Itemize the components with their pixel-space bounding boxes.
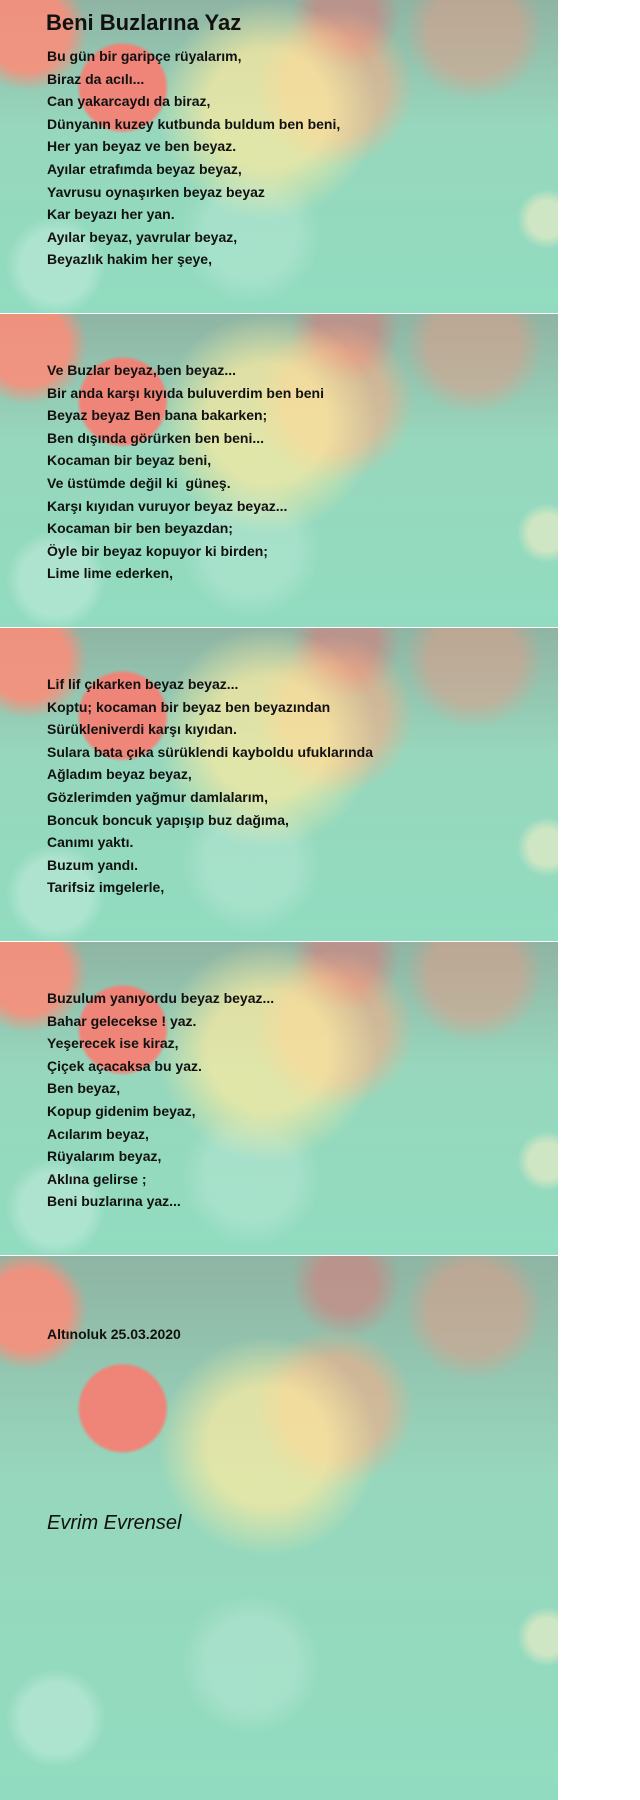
- poem-line: Bu gün bir garipçe rüyalarım,: [47, 48, 242, 64]
- poem-line: Biraz da acılı...: [47, 70, 145, 87]
- poem-line: Ağladım beyaz beyaz,: [47, 766, 192, 783]
- poem-author: Evrim Evrensel: [47, 1512, 182, 1534]
- poem-line: Beni buzlarına yaz...: [47, 1193, 181, 1210]
- poem-line: Boncuk boncuk yapışıp buz dağıma,: [47, 811, 289, 828]
- poem-line: Kopup gidenim beyaz,: [47, 1102, 196, 1119]
- poem-line: Öyle bir beyaz kopuyor ki birden;: [47, 542, 268, 559]
- poem-line: Kocaman bir ben beyazdan;: [47, 520, 233, 537]
- poem-line: Sulara bata çıka sürüklendi kayboldu ufuklarında: [47, 743, 373, 760]
- poem-line: Kocaman bir beyaz beni,: [47, 452, 212, 469]
- poem-line: Ayılar etrafımda beyaz beyaz,: [47, 160, 242, 177]
- poem-line: Ben beyaz,: [47, 1080, 121, 1097]
- poem-line: Koptu; kocaman bir beyaz ben beyazından: [47, 698, 331, 715]
- poem-line: Can yakarcaydı da biraz,: [47, 93, 211, 110]
- poem-panel-3: [0, 628, 558, 941]
- poem-line: Kar beyazı her yan.: [47, 206, 175, 223]
- poem-line: Yavrusu oynaşırken beyaz beyaz: [47, 183, 265, 200]
- stanza-4: [47, 987, 274, 1213]
- poem-line: Aklına gelirse ;: [47, 1170, 147, 1187]
- poem-line: Ve üstümde değil ki güneş.: [47, 474, 231, 491]
- poem-panel-2: [0, 314, 558, 627]
- poem-date-line: Altınoluk 25.03.2020: [47, 1326, 181, 1342]
- poem-line: Dünyanın kuzey kutbunda buldum ben beni,: [47, 115, 341, 132]
- poem-line: Gözlerimden yağmur damlalarım,: [47, 788, 268, 805]
- poem-line: Ben dışında görürken ben beni...: [47, 429, 265, 446]
- poem-title: Beni Buzlarına Yaz: [46, 10, 242, 35]
- stanza-1: [47, 45, 340, 271]
- poem-line: Beyazlık hakim her şeye,: [47, 251, 212, 268]
- poem-line: Acılarım beyaz,: [47, 1125, 149, 1142]
- poem-line: Yeşerecek ise kiraz,: [47, 1035, 179, 1052]
- poem-panel-4: [0, 942, 558, 1255]
- poem-line: Buzum yandı.: [47, 856, 139, 873]
- poem-line: Lime lime ederken,: [47, 565, 174, 582]
- poem-line: Canımı yaktı.: [47, 834, 134, 851]
- poem-line: Lif lif çıkarken beyaz beyaz...: [47, 676, 239, 692]
- poem-panel-1: [0, 0, 558, 313]
- poem-line: Sürükleniverdi karşı kıyıdan.: [47, 721, 237, 738]
- poem-line: Beyaz beyaz Ben bana bakarken;: [47, 407, 268, 424]
- poem-line: Karşı kıyıdan vuruyor beyaz beyaz...: [47, 497, 288, 514]
- poem-line: Ayılar beyaz, yavrular beyaz,: [47, 228, 238, 245]
- stanza-5: [47, 1323, 181, 1346]
- poem-line: Rüyalarım beyaz,: [47, 1148, 162, 1165]
- poem-panel-5: [0, 1256, 558, 1800]
- stanza-2: [47, 359, 324, 585]
- poem-line: Buzulum yanıyordu beyaz beyaz...: [47, 990, 275, 1006]
- poem-line: Ve Buzlar beyaz,ben beyaz...: [47, 362, 237, 378]
- poem-line: Bahar gelecekse ! yaz.: [47, 1012, 197, 1029]
- poem-line: Çiçek açacaksa bu yaz.: [47, 1057, 202, 1074]
- poem-line: Bir anda karşı kıyıda buluverdim ben beni: [47, 384, 324, 401]
- poem-line: Her yan beyaz ve ben beyaz.: [47, 138, 237, 155]
- stanza-3: [47, 673, 373, 899]
- poem-line: Tarifsiz imgelerle,: [47, 879, 165, 896]
